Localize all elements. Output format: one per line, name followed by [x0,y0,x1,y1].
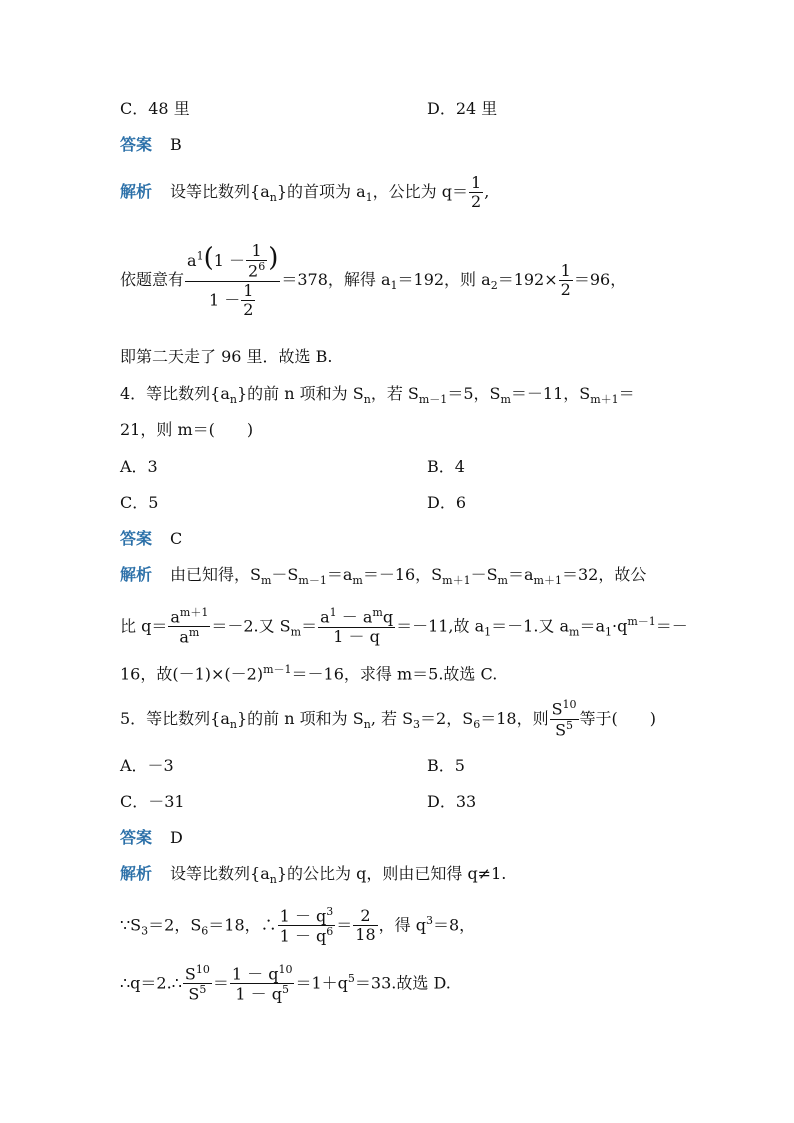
fraction-one-half-b: $\frac{1}{2}$ [560,260,571,299]
fraction-one-half: $\frac{1}{2}$ [471,172,482,211]
fraction-two-over-eighteen: $\frac{2}{18}$ [355,905,376,945]
question-4-line1: 4．等比数列$\{a_n\}$的前 n 项和为 $S_n$，若 $S_{m-1}=5$，$S_m=-11$，$S_{m+1}=$ [120,384,635,407]
answer-tag: 答案 [120,828,153,847]
answer-value: C [170,529,183,548]
fraction-one-over-two-pow-six: $\frac{1}{2^6}$ [248,240,266,281]
q4-option-b: B．4 [427,457,465,476]
answer-tag: 答案 [120,135,153,154]
analysis-q4-line2: 比 q＝ $\frac{a^{m+1}}{a^m}$ ＝－2.又 $S_m=$ $\frac{a^1 - a^mq}{1 - q}$ ＝－11,故 $a_1=-1$.又 $a_m=a_1\cdot q^{m-1}=-$ [120,605,688,647]
question-5-line1: 5．等比数列$\{a_n\}$的前 n 项和为 $S_n$, 若 $S_3=2$，$S_6=18$，则 $\frac{S^{10}}{S^5}$ 等于( ) [120,698,657,740]
fraction-s10-over-s5-b: $\frac{S^{10}}{S^5}$ [184,962,210,1004]
answer-q4 [120,527,182,551]
analysis-prev-line1: 解析 设等比数列$\{a_n\}$的首项为 $a_1$，公比为 q＝ $\frac{1}{2}$ , [120,172,490,211]
q5-option-d: D．33 [427,792,477,811]
fraction-one-half-denominator: $\frac{1}{2}$ [243,280,254,320]
option-d-prev: D．24 里 [427,99,498,118]
analysis-q5-line3: ∴q＝2.∴ $\frac{S^{10}}{S^5}$ ＝ $\frac{1 - q^{10}}{1 - q^5}$ $=1+q^5=33$.故选 D. [120,962,451,1004]
option-c-prev: C．48 里 [120,99,190,118]
analysis-tag: 解析 [120,182,153,201]
q5-option-c: C．－31 [120,792,185,811]
fraction-q10-over-q5: $\frac{1 - q^{10}}{1 - q^5}$ [231,962,293,1004]
analysis-q4-line1: 解析 由已知得，$S_m-S_{m-1}=a_m=-16$，$S_{m+1}-S_m=a_{m+1}=32$，故公 [120,565,647,588]
fraction-sum-q: $\frac{a^1 - a^mq}{1 - q}$ [320,606,394,646]
analysis-tag: 解析 [120,864,153,883]
answer-value: D [170,828,183,847]
analysis-q5-line1: 解析 设等比数列$\{a_n\}$的公比为 q，则由已知得 q≠1. [120,864,507,887]
analysis-q5-line2: $\because S_3=2$，$S_6=18$，∴ $\frac{1 - q^3}{1 - q^6}$ ＝ $\frac{2}{18}$ ，得 $q^3=8$， [120,904,476,946]
analysis-prev-line2: 依题意有 $a^1(1$ － $\frac{1}{2^6}$ ) 1 － $\frac{1}{2}$ ＝378，解得 $a_1=192$，则 $a_2=192\times$ $\frac{1}{2}$ ＝96， [120,240,627,320]
q4-option-d: D．6 [427,493,467,512]
analysis-prev-line3: 即第二天走了 96 里．故选 B. [120,347,333,366]
analysis-q4-line3: 16，故$(-1)\times(-2)^{m-1}=-16$，求得 m＝5.故选 C. [120,663,498,684]
fraction-ratio: $\frac{a^{m+1}}{a^m}$ [170,605,209,647]
answer-prev [120,133,182,157]
answer-tag: 答案 [120,529,153,548]
q5-option-a: A．－3 [120,756,174,775]
q4-option-c: C．5 [120,493,159,512]
q4-option-a: A．3 [120,457,158,476]
answer-q5 [120,826,183,850]
fraction-q3-over-q6: $\frac{1 - q^3}{1 - q^6}$ [279,904,334,946]
fraction-sum-formula: $a^1(1$ － $\frac{1}{2^6}$ ) 1 － $\frac{1}{2}$ [187,240,279,320]
q5-option-b: B．5 [427,756,465,775]
answer-value: B [170,135,182,154]
analysis-tag: 解析 [120,565,153,584]
question-4-line2: 21，则 m＝( ) [120,420,254,439]
fraction-s10-over-s5: $\frac{S^{10}}{S^5}$ [551,698,577,740]
